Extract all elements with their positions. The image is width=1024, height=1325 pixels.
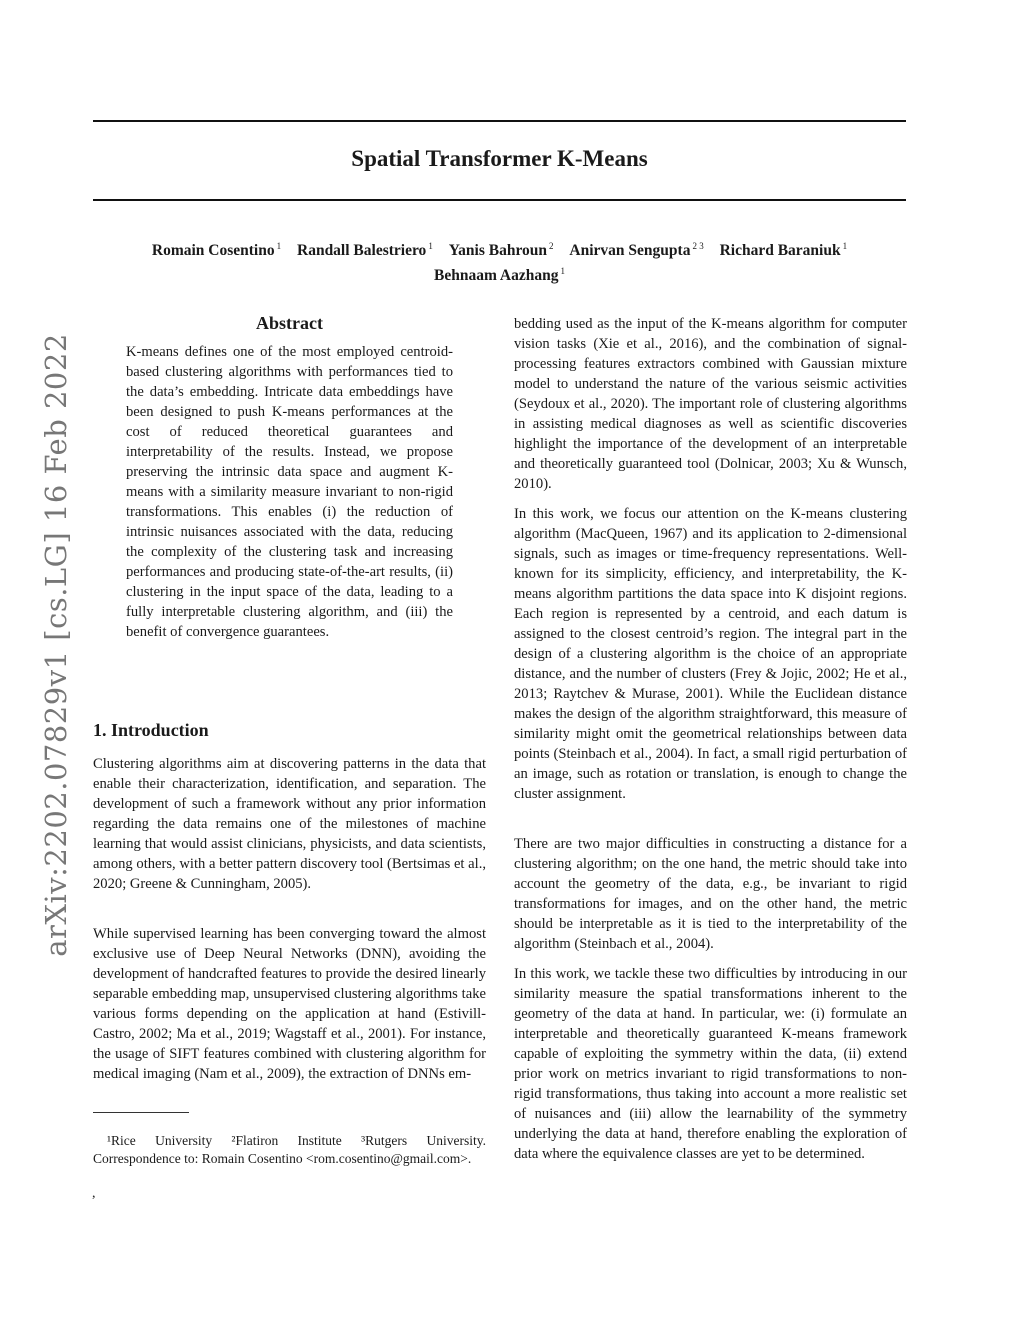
footnote-rule: [93, 1112, 189, 1113]
stray-mark: ,: [92, 1186, 96, 1201]
author: Yanis Bahroun $^2$: [448, 241, 554, 260]
author: Romain Cosentino $^1$: [151, 241, 282, 260]
author-list: [93, 236, 906, 286]
footnote: ¹Rice University ²Flatiron Institute ³Rutgers University. Correspondence to: Romain Cosentino <rom.cosentino@gmail.com>.: [93, 1133, 486, 1166]
top-rule: [93, 120, 906, 122]
body-paragraph: Clustering algorithms aim at discovering patterns in the data that enable their characterization, identification, and separation. The development of such a framework without any prior information regarding the data remains one of the milestones of machine learning that would assist clinicians, physicists, and data scientists, among others, with a better pattern discovery tool (Bertsimas et al., 2020; Greene & Cunningham, 2005).: [93, 756, 486, 892]
title-rule: [93, 199, 906, 201]
body-paragraph: In this work, we focus our attention on the K-means clustering algorithm (MacQueen, 1967) and its application to 2-dimensional signals, such as images or time-frequency representations. Well-known for its simplicity, efficiency, and interpretability, the K-means algorithm partitions the data space into K disjoint regions. Each region is represented by a centroid, and each datum is assigned to the closest centroid’s region. The integral part in the design of a clustering algorithm is the choice of an appropriate distance, and the number of clusters (Frey & Jojic, 2002; He et al., 2013; Raytchev & Murase, 2001). While the Euclidean distance makes the design of the algorithm straightforward, this measure of similarity might omit the geometrical relationships between data points (Steinbach et al., 2004). In fact, a small rigid perturbation of an image, such as rotation or translation, is enough to change the cluster assignment.: [514, 506, 907, 802]
body-paragraph: bedding used as the input of the K-means algorithm for computer vision tasks (Xie et al., 2016), and the combination of signal-processing features extractors combined with Gaussian mixture model to understand the nature of the various seismic activities (Seydoux et al., 2020). The important role of clustering algorithms in assisting medical diagnoses as well as scientific discoveries highlight the importance of the development of an interpretable and theoretically guaranteed tool (Dolnicar, 2003; Xu & Wunsch, 2010).: [514, 316, 907, 492]
author: Anirvan Sengupta $^{2 3}$: [569, 241, 704, 260]
body-paragraph: There are two major difficulties in constructing a distance for a clustering algorithm; on the one hand, the metric should take into account the geometry of the data, e.g., be invariant to rigid transformations for images, and on the other hand, the metric should be interpretable as it is tied to the interpretability of the algorithm (Steinbach et al., 2004).: [514, 836, 907, 952]
author: Richard Baraniuk $^1$: [719, 241, 848, 260]
body-paragraph: In this work, we tackle these two difficulties by introducing in our similarity measure the spatial transformations inherent to the geometry of the data at hand. In particular, we: (i) formulate an interpretable and theoretically guaranteed K-means framework capable of exploiting the symmetry within the data, (ii) extend prior work on metrics invariant to rigid transformations to non-rigid transformations, thus taking into account a more realistic set of nuisances and (iii) allow the learnability of the symmetry underlying the data at hand, therefore enabling the exploration of data where the equivalence classes are yet to be determined.: [514, 966, 907, 1162]
body-paragraph: While supervised learning has been converging toward the almost exclusive use of Deep Neural Networks (DNN), avoiding the development of handcrafted features to provide the desired linearly separable embedding map, unsupervised clustering algorithms take various forms depending on the application at hand (Estivill-Castro, 2002; Ma et al., 2019; Wagstaff et al., 2001). For instance, the usage of SIFT features combined with clustering algorithm for medical imaging (Nam et al., 2009), the extraction of DNNs em-: [93, 926, 486, 1082]
arxiv-identifier: arXiv:2202.07829v1 [cs.LG] 16 Feb 2022: [39, 333, 73, 957]
section-heading: 1. Introduction: [93, 720, 209, 740]
abstract-text: K-means defines one of the most employed centroid-based clustering algorithms with performances tied to the data’s embedding. Intricate data embeddings have been designed to push K-means performances at the cost of reduced theoretical guarantees and interpretability of the results. Instead, we propose preserving the intrinsic data space and augment K-means with a similarity measure invariant to non-rigid transformations. This enables (i) the reduction of intrinsic nuisances associated with the data, reducing the complexity of the clustering task and increasing performances and producing state-of-the-art results, (ii) clustering in the input space of the data, leading to a fully interpretable clustering algorithm, and (iii) the benefit of convergence guarantees.: [126, 344, 453, 640]
author: Randall Balestriero $^1$: [297, 241, 433, 260]
paper-title: Spatial Transformer K-Means: [351, 146, 648, 171]
abstract-heading: Abstract: [256, 313, 323, 333]
author: Behnaam Aazhang $^1$: [434, 266, 565, 285]
